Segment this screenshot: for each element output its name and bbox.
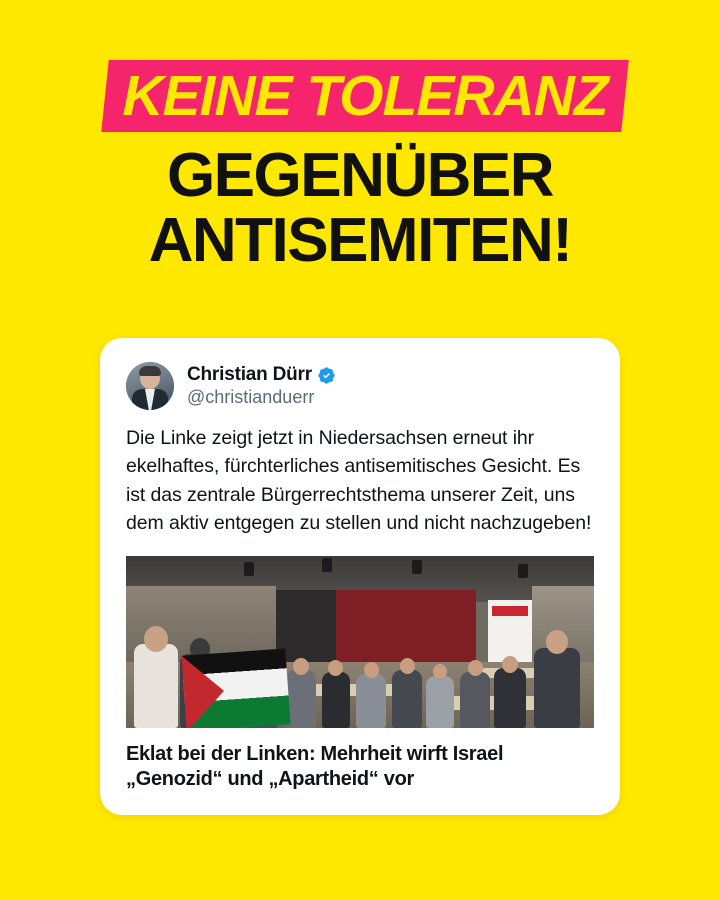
news-headline-caption: Eklat bei der Linken: Mehrheit wirft Israel „Genozid“ und „Apartheid“ vor — [126, 742, 504, 791]
media-banner-stripe — [492, 606, 528, 616]
media-lamp — [322, 558, 332, 572]
tweet-header — [100, 338, 620, 410]
media-lamp — [412, 560, 422, 574]
media-palestinian-flag — [181, 648, 290, 728]
tweet-author-block — [187, 364, 336, 408]
poster-headline — [0, 60, 720, 276]
avatar-hair — [139, 366, 161, 376]
media-lamp — [518, 564, 528, 578]
verified-badge-icon — [317, 366, 336, 385]
tweet-text: Die Linke zeigt jetzt in Niedersachsen erneut ihr ekelhaftes, fürchterliches antisemitisches Gesicht. Es ist das zentrale Bürgerrechtsthema unserer Zeit, uns dem aktiv entgegen zu stellen und nicht nachzugeben! — [126, 427, 592, 535]
media-lamp — [244, 562, 254, 576]
tweet-display-name[interactable]: Christian Dürr — [187, 364, 312, 385]
headline-line1-wrapper — [105, 60, 625, 132]
avatar[interactable] — [126, 362, 174, 410]
tweet-card[interactable] — [100, 338, 620, 815]
tweet-name-row — [187, 364, 336, 386]
headline-line3: ANTISEMITEN! — [148, 206, 572, 276]
tweet-media-image[interactable] — [126, 556, 594, 728]
headline-line1: KEINE TOLERANZ — [122, 64, 608, 128]
headline-line2: GEGENÜBER — [166, 141, 554, 210]
tweet-handle[interactable]: @christianduerr — [187, 387, 315, 407]
media-flag-triangle — [181, 653, 226, 728]
